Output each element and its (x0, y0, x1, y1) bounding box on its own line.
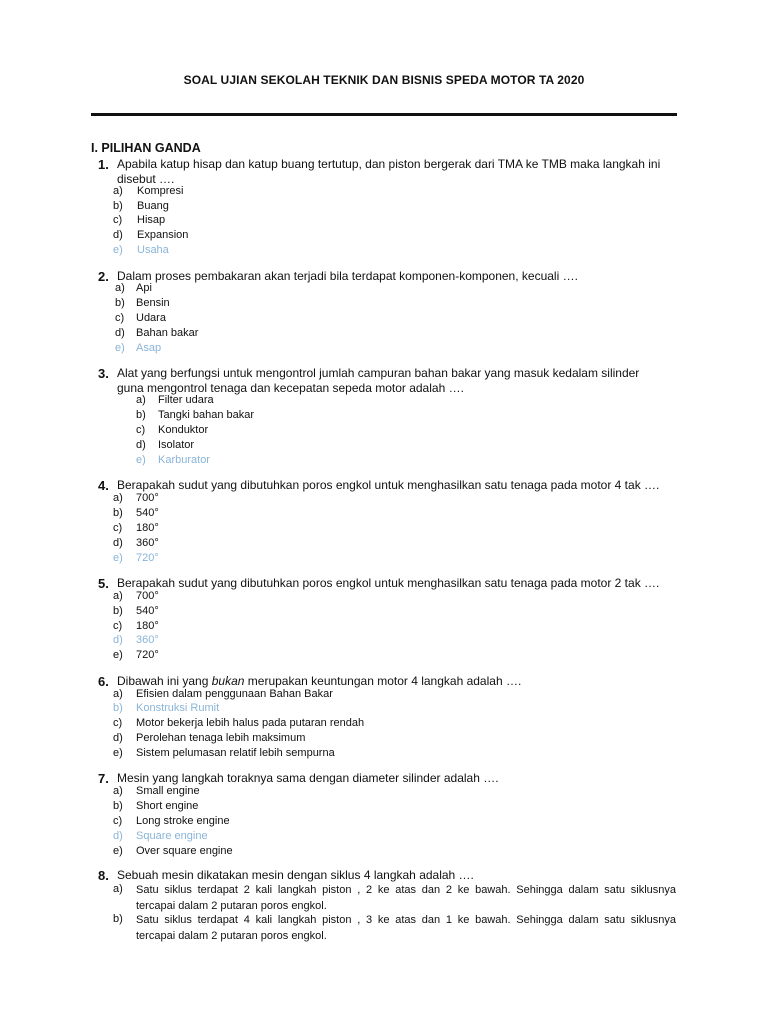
option-label: e) (113, 747, 123, 759)
option-text: 180° (136, 620, 159, 632)
question-number: 8. (98, 868, 109, 883)
option-text: Short engine (136, 800, 199, 812)
option-e-answer[interactable] (113, 551, 159, 566)
option-a[interactable] (113, 491, 159, 506)
option-label: d) (113, 732, 123, 744)
option-text: Over square engine (136, 845, 233, 857)
option-d[interactable] (113, 228, 188, 243)
option-c[interactable] (113, 521, 159, 536)
option-label: d) (113, 537, 123, 549)
question-text: Apabila katup hisap dan katup buang tertutup, dan piston bergerak dari TMA ke TMB maka langkah ini disebut …. (117, 157, 661, 186)
option-text: Buang (137, 200, 169, 212)
option-text: Api (136, 282, 152, 294)
option-c[interactable] (113, 619, 159, 634)
option-label: c) (113, 522, 123, 534)
option-label: c) (115, 312, 125, 324)
option-text: Square engine (136, 830, 208, 842)
question-text: Sebuah mesin dikatakan mesin dengan siklus 4 langkah adalah …. (117, 868, 474, 882)
option-text: Udara (136, 312, 166, 324)
option-a[interactable] (113, 589, 159, 604)
option-label: a) (113, 590, 123, 602)
option-a[interactable] (113, 687, 333, 702)
question-text: Berapakah sudut yang dibutuhkan poros engkol untuk menghasilkan satu tenaga pada motor 2 tak …. (117, 576, 660, 590)
option-b[interactable] (113, 912, 136, 927)
option-text: Konduktor (158, 424, 209, 436)
option-text: Sistem pelumasan relatif lebih sempurna (136, 747, 335, 759)
option-text: Usaha (137, 244, 169, 256)
option-label: c) (136, 424, 146, 436)
title-divider (91, 113, 677, 116)
option-label: b) (113, 507, 123, 519)
option-a[interactable] (113, 184, 183, 199)
option-text: Asap (136, 342, 162, 354)
option-e[interactable] (113, 648, 159, 663)
option-a-text (136, 882, 676, 914)
question-number: 6. (98, 674, 109, 689)
option-e-answer[interactable] (136, 453, 210, 468)
option-text: Kompresi (137, 185, 184, 197)
option-text: Motor bekerja lebih halus pada putaran rendah (136, 717, 365, 729)
question-text-line-1: Alat yang berfungsi untuk mengontrol jumlah campuran bahan bakar yang masuk kedalam silinder (117, 366, 640, 380)
option-b[interactable] (136, 408, 254, 423)
option-e-answer[interactable] (113, 243, 169, 258)
option-b[interactable] (115, 296, 170, 311)
option-label: d) (115, 327, 125, 339)
option-b[interactable] (113, 799, 198, 814)
option-text: Long stroke engine (136, 815, 230, 827)
option-label: d) (113, 229, 123, 241)
option-label: a) (115, 282, 125, 294)
option-label: d) (113, 634, 123, 646)
option-label: a) (113, 785, 123, 797)
option-c[interactable] (113, 814, 230, 829)
option-e[interactable] (113, 844, 233, 859)
option-text: 540° (136, 507, 159, 519)
option-label: a) (113, 492, 123, 504)
option-text: 180° (136, 522, 159, 534)
option-b[interactable] (113, 199, 169, 214)
option-label: c) (113, 815, 123, 827)
option-label: b) (113, 200, 123, 212)
option-label: e) (113, 649, 123, 661)
option-text-line-1: Satu siklus terdapat 2 kali langkah piston , 2 ke atas dan 2 ke bawah. Sehingga dalam satu siklusnya (136, 884, 676, 896)
option-text: Efisien dalam penggunaan Bahan Bakar (136, 688, 333, 700)
option-b[interactable] (113, 506, 159, 521)
option-e[interactable] (113, 746, 335, 761)
option-d[interactable] (115, 326, 198, 341)
option-d[interactable] (113, 536, 159, 551)
question-number: 3. (98, 366, 109, 381)
option-label: a) (113, 185, 123, 197)
option-text: 700° (136, 492, 159, 504)
question-text-before: Dibawah ini yang (117, 674, 212, 688)
option-text: 540° (136, 605, 159, 617)
option-text: Expansion (137, 229, 189, 241)
option-label: b) (113, 702, 123, 714)
option-d[interactable] (136, 438, 194, 453)
question-text: Mesin yang langkah toraknya sama dengan diameter silinder adalah …. (117, 771, 499, 785)
option-label: c) (113, 717, 123, 729)
option-label: c) (113, 620, 123, 632)
question-number: 2. (98, 269, 109, 284)
question-text: Dalam proses pembakaran akan terjadi bila terdapat komponen-komponen, kecuali …. (117, 269, 578, 283)
option-a[interactable] (115, 281, 152, 296)
option-label: b) (113, 605, 123, 617)
option-label: a) (136, 394, 146, 406)
option-text: Tangki bahan bakar (158, 409, 255, 421)
option-text: Isolator (158, 439, 195, 451)
option-label: e) (113, 845, 123, 857)
option-text: Perolehan tenaga lebih maksimum (136, 732, 306, 744)
option-b-answer[interactable] (113, 701, 219, 716)
option-a[interactable] (113, 784, 200, 799)
option-text: Bahan bakar (136, 327, 199, 339)
option-c[interactable] (136, 423, 208, 438)
option-label: b) (113, 913, 123, 925)
option-c[interactable] (113, 213, 165, 228)
question-text: Berapakah sudut yang dibutuhkan poros engkol untuk menghasilkan satu tenaga pada motor 4 tak …. (117, 478, 660, 492)
option-text: Konstruksi Rumit (136, 702, 220, 714)
question-number: 5. (98, 576, 109, 591)
option-label: a) (113, 688, 123, 700)
question-number: 4. (98, 478, 109, 493)
option-text: 700° (136, 590, 159, 602)
option-label: a) (113, 883, 123, 895)
section-heading: I. PILIHAN GANDA (91, 141, 201, 155)
option-d[interactable] (113, 731, 305, 746)
option-d-answer[interactable] (113, 633, 159, 648)
option-text: Small engine (136, 785, 200, 797)
document-title: SOAL UJIAN SEKOLAH TEKNIK DAN BISNIS SPEDA MOTOR TA 2020 (183, 73, 585, 87)
option-e-answer[interactable] (115, 341, 161, 356)
option-text: Karburator (158, 454, 210, 466)
option-c[interactable] (115, 311, 166, 326)
option-text-line-2: tercapai dalam 2 putaran poros engkol. (136, 930, 327, 942)
option-b[interactable] (113, 604, 159, 619)
option-label: d) (113, 830, 123, 842)
question-number: 7. (98, 771, 109, 786)
option-a[interactable] (113, 882, 136, 897)
option-d-answer[interactable] (113, 829, 208, 844)
option-text: Bensin (136, 297, 170, 309)
option-label: e) (113, 552, 123, 564)
option-text-line-2: tercapai dalam 2 putaran poros engkol. (136, 900, 327, 912)
option-text: 720° (136, 649, 159, 661)
option-label: b) (113, 800, 123, 812)
option-c[interactable] (113, 716, 364, 731)
option-label: c) (113, 214, 123, 226)
option-text: Filter udara (158, 394, 214, 406)
option-text: 360° (136, 634, 159, 646)
option-label: d) (136, 439, 146, 451)
option-text: 360° (136, 537, 159, 549)
option-text: Hisap (137, 214, 166, 226)
option-label: b) (115, 297, 125, 309)
question-text-emphasis: bukan (211, 674, 245, 688)
question-text-after: merupakan keuntungan motor 4 langkah adalah …. (244, 674, 522, 688)
question-text-line-2: guna mengontrol tenaga dan kecepatan sepeda motor adalah …. (117, 381, 464, 395)
option-label: e) (113, 244, 123, 256)
option-a[interactable] (136, 393, 214, 408)
question-number: 1. (98, 157, 109, 172)
option-label: b) (136, 409, 146, 421)
option-text: 720° (136, 552, 159, 564)
option-label: e) (115, 342, 125, 354)
option-label: e) (136, 454, 146, 466)
option-text-line-1: Satu siklus terdapat 4 kali langkah piston , 3 ke atas dan 1 ke bawah. Sehingga dalam satu siklusnya (136, 914, 676, 926)
option-b-text (136, 912, 676, 944)
